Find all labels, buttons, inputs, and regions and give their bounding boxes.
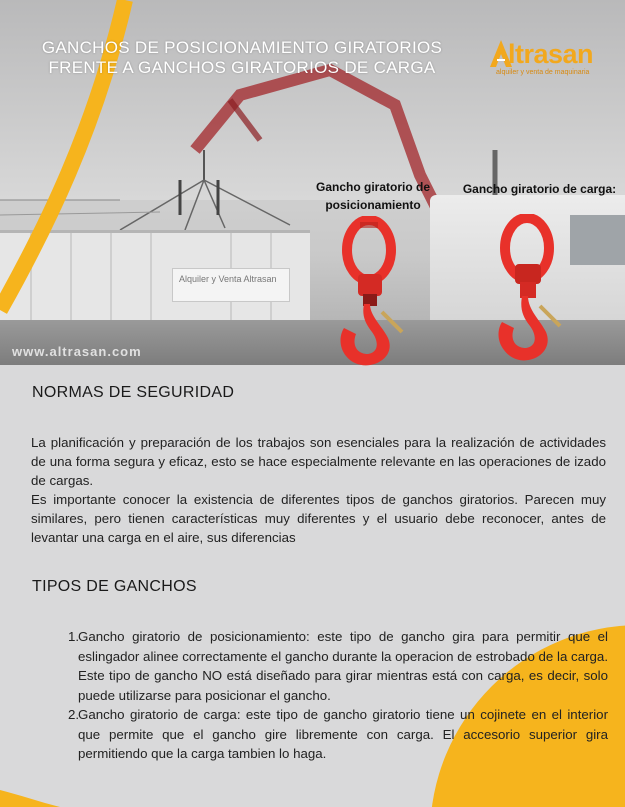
list-number: 1.	[68, 629, 80, 644]
hook-types-list	[68, 627, 608, 764]
accent-arc-bottom-left	[0, 760, 80, 807]
title-line-2: FRENTE A GANCHOS GIRATORIOS DE CARGA	[48, 58, 436, 77]
safety-paragraph-1: La planificación y preparación de los trabajos son esenciales para la realización de actividades de una forma segura y eficaz, esto se hace especialmente relevante en las operaciones de izado de cargas.	[31, 435, 606, 488]
list-item-text: Gancho giratorio de posicionamiento: este tipo de gancho gira para permitir que el eslingador alinee correctamente el gancho durante la operacion de estrobado de la carga. Este tipo de gancho NO está diseñado para girar mientras está con carga, es decir, solo puede utilizarse para posicionar el gancho.	[78, 629, 609, 703]
label-positioning-hook: Gancho giratorio de posicionamiento	[315, 180, 430, 212]
list-item	[68, 627, 608, 705]
title-line-1: GANCHOS DE POSICIONAMIENTO GIRATORIOS	[41, 38, 443, 57]
logo-name: ltrasan	[508, 39, 594, 69]
page-title	[0, 38, 484, 78]
logo-tagline: alquiler y venta de maquinaria	[496, 69, 590, 76]
positioning-hook-icon	[332, 216, 414, 381]
list-item-text: Gancho giratorio de carga: este tipo de gancho giratorio tiene un cojinete en el interior que permite que el gancho gire libremente con carga. El accesorio superior gira permitiendo que la carga tambien lo haga.	[78, 707, 608, 761]
list-item	[68, 705, 608, 764]
heading-hook-types: TIPOS DE GANCHOS	[32, 578, 197, 595]
altrasan-sign: Alquiler y Venta Altrasan	[172, 268, 290, 302]
load-hook-icon	[490, 214, 570, 374]
list-number: 2.	[68, 707, 80, 722]
website-watermark: www.altrasan.com	[12, 344, 142, 359]
label-load-hook: Gancho giratorio de carga:	[462, 182, 617, 196]
safety-paragraph-2: Es importante conocer la existencia de diferentes tipos de ganchos giratorios. Parecen muy similares, pero tienen características muy diferentes y el usuario debe reconocer, antes de levantar una carga en el aire, sus diferencias	[31, 492, 606, 545]
heading-safety: NORMAS DE SEGURIDAD	[32, 384, 235, 401]
altrasan-logo	[488, 36, 618, 82]
